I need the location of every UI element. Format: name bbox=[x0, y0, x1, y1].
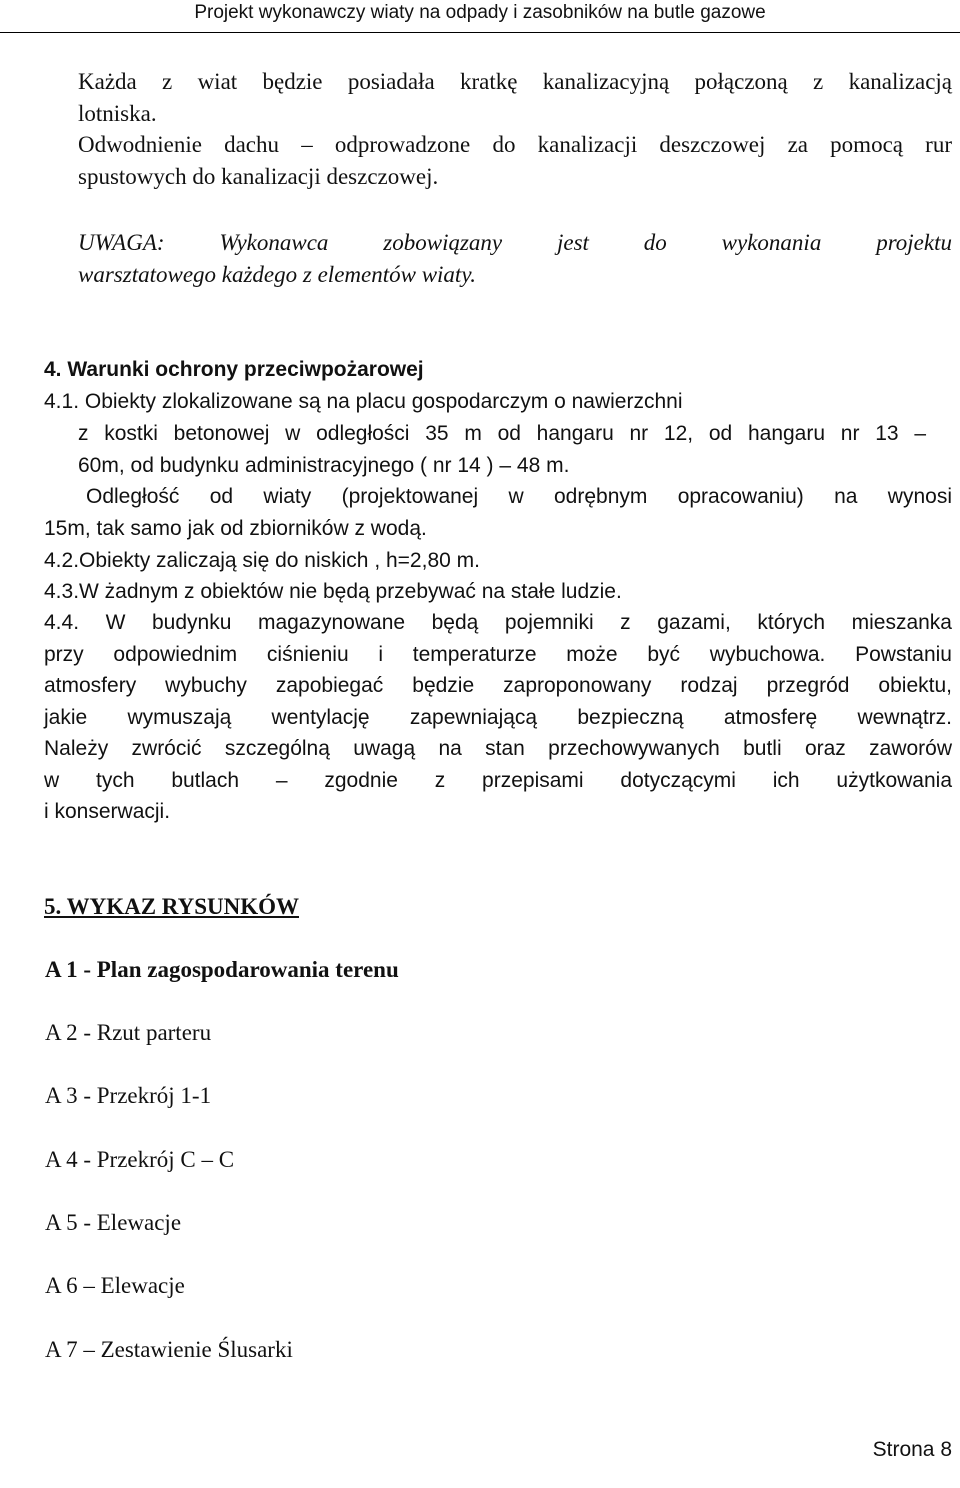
drawing-list-item: A 4 - Przekrój C – C bbox=[45, 1147, 235, 1172]
paragraph-line: Odległość od wiaty (projektowanej w odrębnym opracowaniu) na wynosi bbox=[86, 485, 952, 508]
paragraph-line: atmosfery wybuchy zapobiegać będzie zaproponowany rodzaj przegród obiektu, bbox=[44, 674, 952, 697]
paragraph-4-3: 4.3.W żadnym z obiektów nie będą przebywać na stałe ludzie. bbox=[44, 580, 622, 603]
paragraph-line: 60m, od budynku administracyjnego ( nr 14 ) – 48 m. bbox=[78, 453, 570, 477]
paragraph-line: 4.4. W budynku magazynowane będą pojemniki z gazami, których mieszanka bbox=[44, 611, 952, 634]
paragraph-line: w tych butlach – zgodnie z przepisami dotyczącymi ich użytkowania bbox=[44, 768, 952, 792]
intro-line: spustowych do kanalizacji deszczowej. bbox=[78, 163, 439, 189]
paragraph-4-1 bbox=[44, 386, 914, 418]
paragraph-4-1-end bbox=[44, 513, 914, 608]
drawing-list-item: A 7 – Zestawienie Ślusarki bbox=[45, 1337, 293, 1362]
document-title: Projekt wykonawczy wiaty na odpady i zasobników na butle gazowe bbox=[194, 2, 766, 23]
section-4-heading: 4. Warunki ochrony przeciwpożarowej bbox=[44, 358, 424, 381]
note-line: warsztatowego każdego z elementów wiaty. bbox=[78, 261, 477, 287]
warning-note bbox=[78, 227, 952, 290]
drawing-list-item: A 6 – Elewacje bbox=[45, 1273, 185, 1298]
paragraph-line: 15m, tak samo jak od zbiorników z wodą. bbox=[44, 517, 427, 540]
paragraph-4-1-continued bbox=[78, 418, 926, 481]
drawing-list-item: A 1 - Plan zagospodarowania terenu bbox=[45, 957, 399, 982]
drawing-list-item: A 5 - Elewacje bbox=[45, 1210, 182, 1235]
paragraph-4-2: 4.2.Obiekty zaliczają się do niskich , h=2,80 m. bbox=[44, 548, 480, 572]
note-line: UWAGA: Wykonawca zobowiązany jest do wykonania projektu bbox=[78, 230, 952, 255]
paragraph-line: 4.1. Obiekty zlokalizowane są na placu gospodarczym o nawierzchni bbox=[44, 390, 683, 413]
paragraph-4-1-distance bbox=[86, 481, 952, 513]
paragraph-line: i konserwacji. bbox=[44, 800, 171, 823]
drawing-list-item: A 3 - Przekrój 1-1 bbox=[45, 1083, 212, 1108]
paragraph-4-4 bbox=[44, 607, 952, 828]
paragraph-line: z kostki betonowej w odległości 35 m od hangaru nr 12, od hangaru nr 13 – bbox=[78, 422, 926, 445]
paragraph-line: przy odpowiednim ciśnieniu i temperaturze może być wybuchowa. Powstaniu bbox=[44, 642, 952, 666]
intro-line: lotniska. bbox=[78, 100, 157, 126]
page-number: Strona 8 bbox=[872, 1438, 952, 1461]
paragraph-line: Należy zwrócić szczególną uwagą na stan przechowywanych butli oraz zaworów bbox=[44, 737, 952, 760]
page-header bbox=[0, 0, 960, 33]
drawing-list-item: A 2 - Rzut parteru bbox=[45, 1020, 212, 1045]
section-5-heading: 5. WYKAZ RYSUNKÓW bbox=[44, 894, 299, 919]
intro-line: Każda z wiat będzie posiadała kratkę kanalizacyjną połączoną z kanalizacją bbox=[78, 69, 952, 94]
paragraph-line: jakie wymuszają wentylację zapewniającą bezpieczną atmosferę wewnątrz. bbox=[44, 705, 952, 729]
intro-paragraph bbox=[78, 66, 952, 192]
intro-line: Odwodnienie dachu – odprowadzone do kanalizacji deszczowej za pomocą rur bbox=[78, 132, 952, 157]
